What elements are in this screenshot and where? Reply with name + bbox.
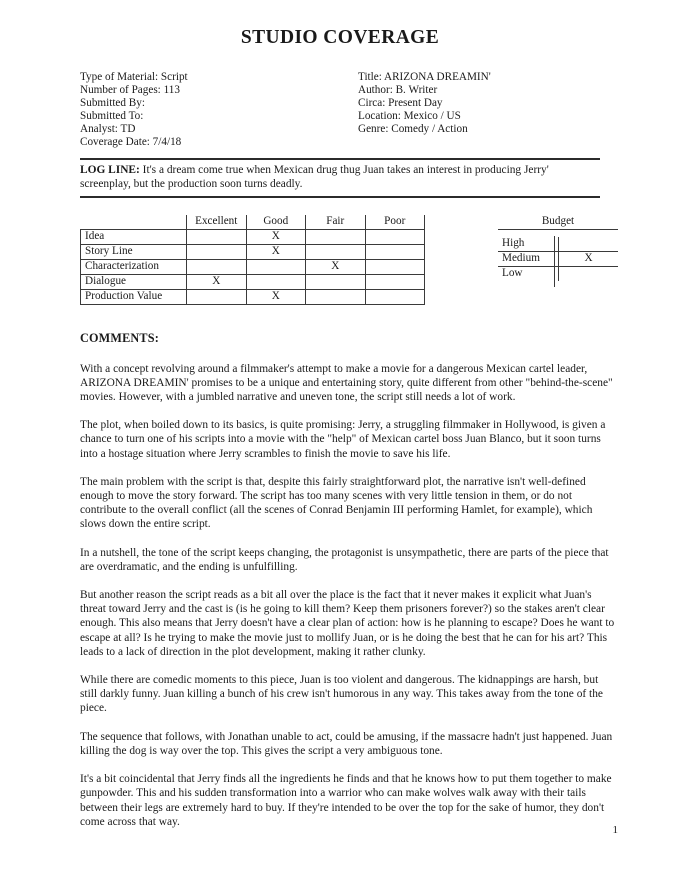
comments-body: [80, 362, 618, 829]
rating-cell-poor[interactable]: [365, 274, 425, 289]
rating-cell-good[interactable]: X: [246, 289, 306, 304]
rating-cell-poor[interactable]: [365, 259, 425, 274]
budget-table-wrap: [498, 215, 618, 281]
budget-table-row: [498, 237, 618, 252]
rating-table-row: [81, 289, 425, 304]
rating-cell-fair[interactable]: [306, 289, 366, 304]
rating-column-fair: Fair: [306, 215, 366, 230]
metadata-column-right: [358, 71, 618, 148]
rating-table-corner: [81, 215, 187, 230]
budget-row-mark[interactable]: [559, 266, 619, 281]
rating-cell-excellent[interactable]: [187, 229, 247, 244]
rating-table-row: [81, 274, 425, 289]
meta-circa: Circa: Present Day: [358, 96, 443, 109]
meta-analyst: Analyst: TD: [80, 122, 136, 135]
rating-cell-excellent[interactable]: X: [187, 274, 247, 289]
comments-paragraph: While there are comedic moments to this piece, Juan is too violent and dangerous. The kidnappings are harsh, but still darkly funny. Juan killing a bunch of his crew isn't humorous in any way. This takes away from the tone of the piece.: [80, 674, 603, 715]
meta-submitted-to: Submitted To:: [80, 109, 144, 122]
logline-label: LOG LINE:: [80, 164, 140, 177]
rating-table-header-row: [81, 215, 425, 230]
comments-paragraph: In a nutshell, the tone of the script keeps changing, the protagonist is unsympathetic, there are parts of the piece that are overdramatic, and the ending is unfulfilling.: [80, 546, 609, 573]
budget-table-body: [498, 237, 618, 281]
comments-paragraph: It's a bit coincidental that Jerry finds all the ingredients he finds and that he knows how to put them together to make gunpowder. This and his sudden transformation into a warrior who can make wolves walk away with their tails between their legs are extremely hard to buy. If they're intended to be over the top for the sake of humor, they don't come across that way.: [80, 773, 612, 828]
logline-text: It's a dream come true when Mexican drug thug Juan takes an interest in producing Jerry' screenplay, but the production soon turns deadly.: [80, 164, 549, 191]
logline-text-row: [80, 159, 600, 196]
rating-column-excellent: Excellent: [187, 215, 247, 230]
meta-type-of-material: Type of Material: Script: [80, 71, 188, 83]
rating-cell-fair[interactable]: X: [306, 259, 366, 274]
meta-genre: Genre: Comedy / Action: [358, 122, 468, 135]
comments-paragraph: The sequence that follows, with Jonathan unable to act, could be amusing, if the massacre hadn't just happened. Juan killing the dog is way over the top. This gives the script a very ambiguous tone.: [80, 730, 613, 757]
budget-row-mark[interactable]: X: [559, 251, 619, 266]
tables-row: [0, 215, 680, 305]
metadata-column-left: [80, 71, 358, 148]
header-metadata: [0, 71, 680, 148]
comments-heading: COMMENTS:: [80, 330, 159, 345]
rating-cell-poor[interactable]: [365, 244, 425, 259]
rating-cell-fair[interactable]: [306, 244, 366, 259]
rating-cell-poor[interactable]: [365, 289, 425, 304]
budget-table-divider: [554, 236, 555, 287]
rating-cell-good[interactable]: X: [246, 229, 306, 244]
budget-table-row: [498, 266, 618, 281]
comments-paragraph: But another reason the script reads as a bit all over the place is the fact that it never makes it explicit what Juan's threat toward Jerry and the cast is (is he going to kill them? Keep them prisoners forever?) so the stakes aren't clear enough. This also means that Jerry doesn't have a clear plan of action: how is he planning to escape? Does he want to escape at all? Is he trying to make the movie just to mollify Juan, or is he doing the best that he can for his art? This leads to a lack of direction in the plot development, making it rather clunky.: [80, 589, 615, 658]
budget-table-row: [498, 251, 618, 266]
meta-title: Title: ARIZONA DREAMIN': [358, 71, 491, 83]
rating-cell-good[interactable]: X: [246, 244, 306, 259]
budget-row-label: Low: [498, 266, 559, 281]
page-title: STUDIO COVERAGE: [240, 27, 440, 48]
rating-column-good: Good: [246, 215, 306, 230]
comments-paragraph: The main problem with the script is that, despite this fairly straightforward plot, the narrative isn't well-defined enough to move the story forward. The script has too many scenes with very little tension in them, or do not contribute to the overall conflict (all the scenes of Conrad Benjamin III performing Hamlet, for example), which slows down the entire script.: [80, 475, 593, 531]
budget-row-label: Medium: [498, 251, 559, 266]
rating-cell-excellent[interactable]: [187, 244, 247, 259]
meta-author: Author: B. Writer: [358, 83, 438, 96]
rating-column-poor: Poor: [365, 215, 425, 230]
budget-row-label: High: [498, 237, 559, 252]
budget-row-mark[interactable]: [559, 237, 619, 252]
meta-number-of-pages: Number of Pages: 113: [80, 83, 180, 96]
rating-row-label: Idea: [81, 229, 187, 244]
budget-table: [498, 237, 618, 281]
comments-paragraph: With a concept revolving around a filmmaker's attempt to make a movie for a dangerous Mexican cartel leader, ARIZONA DREAMIN' promises to be a unique and entertaining story, quite different from other "behind-the-scene" movies. However, with a jumbled narrative and uneven tone, the script still needs a lot of work.: [80, 362, 613, 404]
rating-cell-good[interactable]: [246, 274, 306, 289]
rating-cell-poor[interactable]: [365, 229, 425, 244]
rating-row-label: Production Value: [81, 289, 187, 304]
meta-coverage-date: Coverage Date: 7/4/18: [80, 135, 182, 148]
rating-cell-excellent[interactable]: [187, 289, 247, 304]
rating-row-label: Story Line: [81, 244, 187, 259]
comments-paragraph: The plot, when boiled down to its basics, is quite promising: Jerry, a struggling filmmaker in Hollywood, is given a chance to turn one of his scripts into a movie with the "help" of Mexican cartel boss Juan Blanco, but it soon turns into a hostage situation where Jerry scrambles to finish the movie to save his life.: [80, 419, 606, 460]
meta-submitted-by: Submitted By:: [80, 96, 145, 109]
rating-cell-good[interactable]: [246, 259, 306, 274]
rating-cell-fair[interactable]: [306, 229, 366, 244]
rating-cell-fair[interactable]: [306, 274, 366, 289]
budget-table-title: Budget: [498, 215, 618, 230]
page-number: 1: [612, 824, 618, 836]
rating-table: [80, 215, 425, 305]
rating-row-label: Dialogue: [81, 274, 187, 289]
logline-block: [80, 158, 600, 197]
meta-location: Location: Mexico / US: [358, 109, 461, 122]
rating-table-row: [81, 229, 425, 244]
rating-table-body: [81, 229, 425, 304]
rating-table-row: [81, 259, 425, 274]
rating-row-label: Characterization: [81, 259, 187, 274]
rating-cell-excellent[interactable]: [187, 259, 247, 274]
rating-table-row: [81, 244, 425, 259]
